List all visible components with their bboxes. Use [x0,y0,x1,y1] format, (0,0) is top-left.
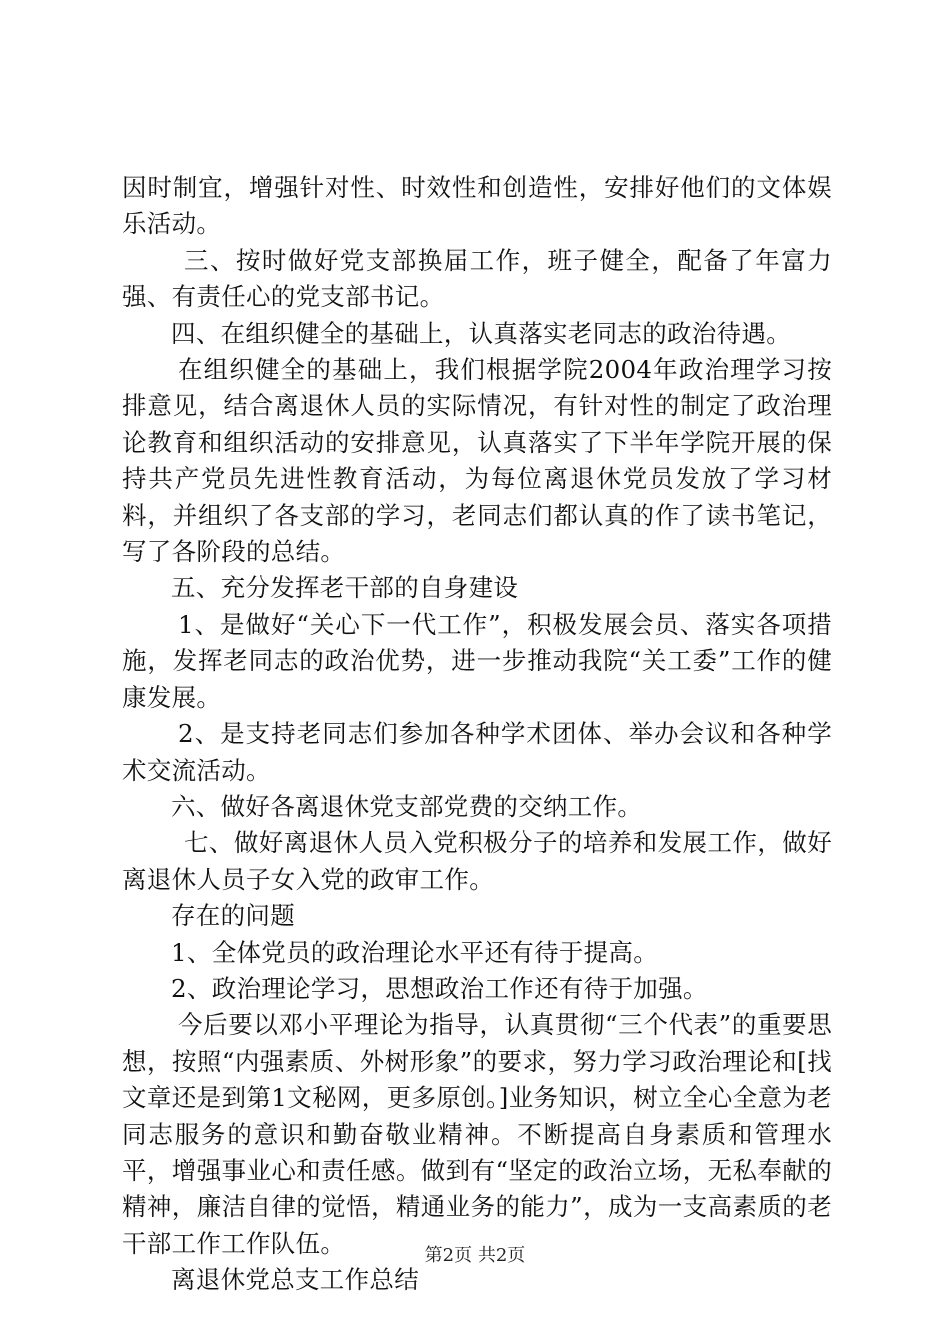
paragraph: 2、是支持老同志们参加各种学术团体、举办会议和各种学术交流活动。 [122,719,832,785]
list-item: 2、政治理论学习，思想政治工作还有待于加强。 [171,973,708,1003]
list-item: 1、全体党员的政治理论水平还有待于提高。 [171,937,659,967]
page-footer: 第2页 共2页 [424,1245,526,1266]
section-heading: 六、做好各离退休党支部党费的交纳工作。 [171,791,643,821]
paragraph: 今后要以邓小平理论为指导，认真贯彻“三个代表”的重要思想，按照“内强素质、外树形象”的要求，努力学习政治理论和[找文章还是到第1文秘网，更多原创。]业务知识，树立全心全意为老同志服务的意识和勤奋敬业精神。不断提高自身素质和管理水平，增强事业心和责任感。做到有“坚定的政治立场，无私奉献的精神，廉洁自律的觉悟，精通业务的能力”，成为一支高素质的老干部工作工作队伍。 [122,1010,832,1258]
paragraph: 在组织健全的基础上，我们根据学院2004年政治理学习按排意见，结合离退休人员的实际情况，有针对性的制定了政治理论教育和组织活动的安排意见，认真落实了下半年学院开展的保持共产党员先进性教育活动，为每位离退休党员发放了学习材料，并组织了各支部的学习，老同志们都认真的作了读书笔记，写了各阶段的总结。 [122,355,832,567]
paragraph: 因时制宜，增强针对性、时效性和创造性，安排好他们的文体娱乐活动。 [122,173,832,239]
section-heading: 五、充分发挥老干部的自身建设 [171,573,519,603]
paragraph: 三、按时做好党支部换届工作，班子健全，配备了年富力强、有责任心的党支部书记。 [122,245,832,312]
paragraph: 七、做好离退休人员入党积极分子的培养和发展工作，做好离退休人员子女入党的政审工作。 [122,828,832,894]
paragraph: 1、是做好“关心下一代工作”，积极发展会员、落实各项措施，发挥老同志的政治优势，进一步推动我院“关工委”工作的健康发展。 [122,609,832,712]
section-heading: 存在的问题 [171,901,295,931]
paragraph: 四、在组织健全的基础上，认真落实老同志的政治待遇。 [171,318,791,348]
document-title-line: 离退休党总支工作总结 [171,1265,419,1295]
document-body [122,170,832,1299]
